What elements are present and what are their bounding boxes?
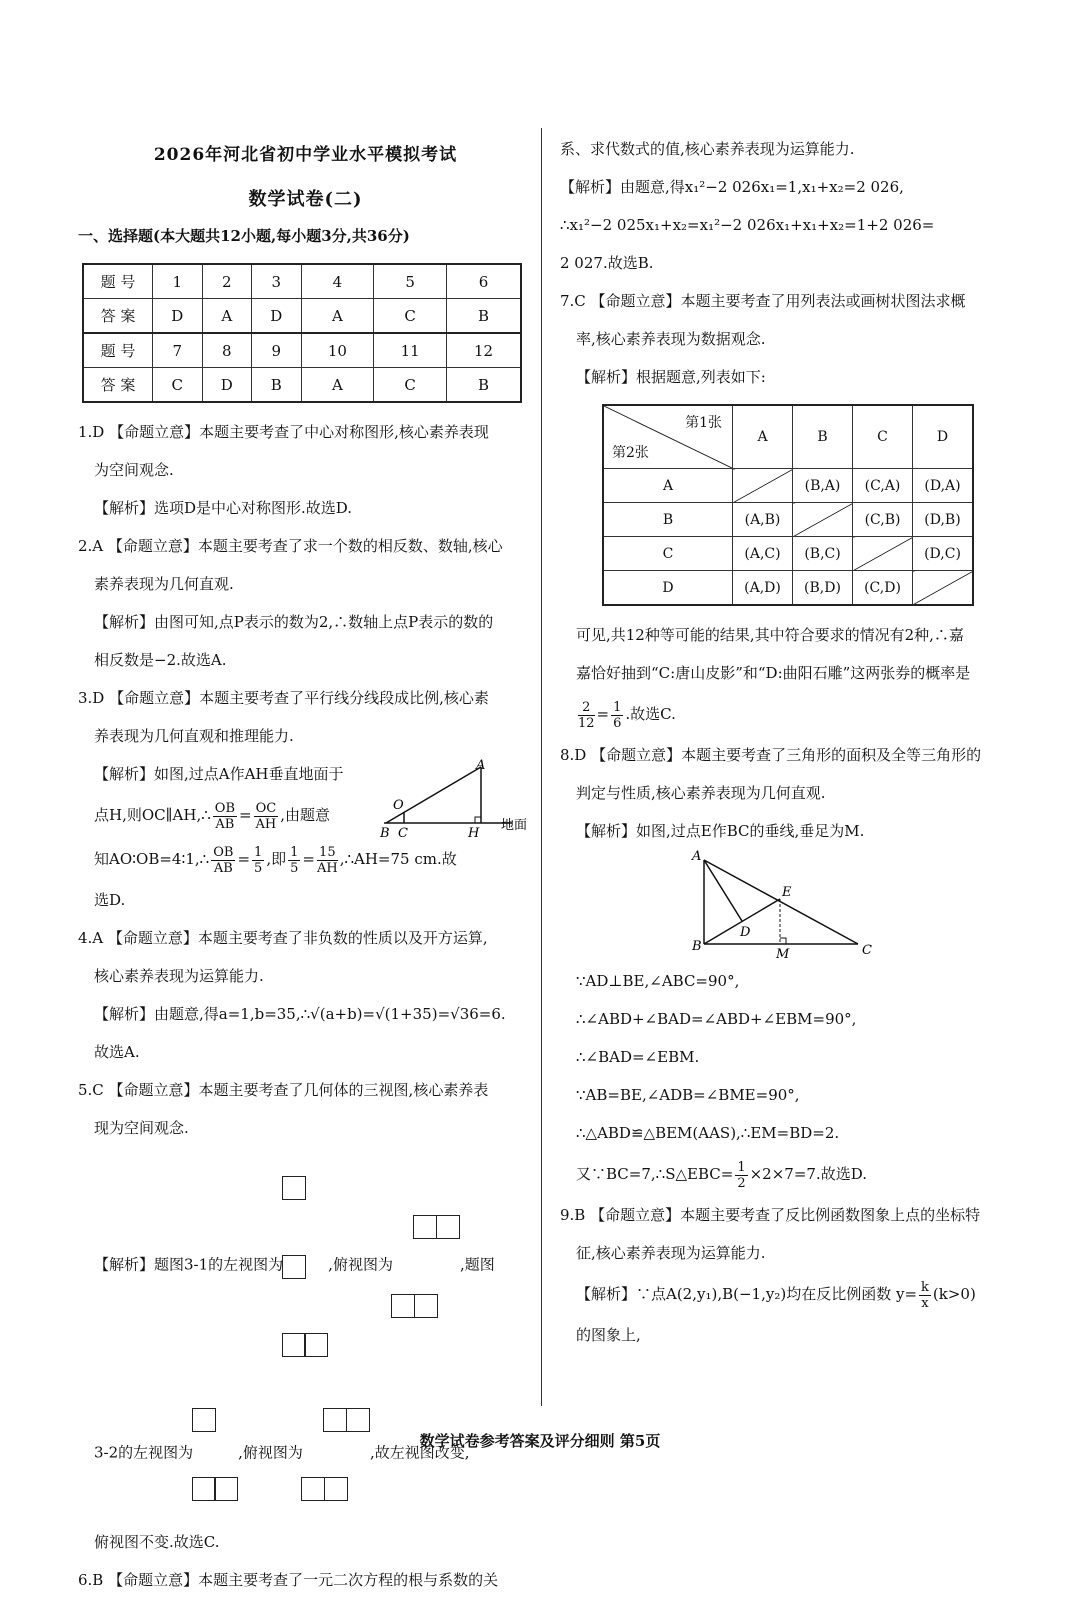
table-cell: 10 bbox=[301, 333, 374, 368]
view-square bbox=[192, 1408, 216, 1432]
frac-num: 1 bbox=[613, 699, 622, 715]
view-square bbox=[323, 1408, 347, 1432]
fraction bbox=[211, 845, 235, 876]
q1-solution: 【解析】选项D是中心对称图形.故选D. bbox=[94, 499, 353, 517]
fig-label: A bbox=[476, 759, 486, 773]
frac-num: k bbox=[921, 1279, 929, 1295]
table-cell: 3 bbox=[252, 264, 302, 299]
fraction bbox=[254, 801, 279, 832]
view-square bbox=[214, 1477, 238, 1501]
view-square bbox=[304, 1333, 328, 1357]
q8-step: ∴∠BAD=∠EBM. bbox=[576, 1048, 700, 1066]
q3-text: 知AO∶OB=4∶1,∴ bbox=[94, 850, 210, 868]
q1-line: 为空间观念. bbox=[94, 461, 174, 479]
table-cell: B bbox=[447, 299, 521, 334]
q5-line: 现为空间观念. bbox=[94, 1119, 189, 1137]
q3-line: 养表现为几何直观和推理能力. bbox=[94, 727, 294, 745]
frac-den: 5 bbox=[254, 860, 263, 876]
top-view-figure-2 bbox=[303, 1384, 370, 1523]
top-view-figure-1 bbox=[393, 1186, 460, 1345]
frac-den: AH bbox=[255, 816, 277, 832]
row-header: D bbox=[603, 571, 733, 606]
q9-line: 9.B 【命题立意】本题主要考查了反比例函数图象上点的坐标特 bbox=[560, 1206, 981, 1224]
fig-label: B bbox=[692, 939, 702, 954]
fraction bbox=[919, 1280, 931, 1311]
table-row bbox=[603, 537, 973, 571]
q4-solution: 【解析】由题意,得a=1,b=35,∴√(a+b)=√(1+35)=√36=6. bbox=[94, 1005, 506, 1023]
fig-label: 地面 bbox=[501, 818, 528, 833]
q7-solution: 【解析】根据题意,列表如下: bbox=[576, 368, 766, 386]
fig-label: M bbox=[776, 947, 790, 960]
exam-title: 2026年河北省初中学业水平模拟考试 bbox=[153, 145, 458, 165]
probability-table bbox=[602, 404, 974, 606]
q3-text: ,由题意 bbox=[280, 806, 330, 824]
view-square bbox=[192, 1477, 216, 1501]
left-view-figure-1 bbox=[283, 1147, 328, 1384]
q9-text: (k>0) bbox=[932, 1285, 976, 1303]
fig-label: D bbox=[740, 925, 751, 940]
right-column bbox=[560, 130, 1005, 1354]
q6-solution: 【解析】由题意,得x₁²−2 026x₁=1,x₁+x₂=2 026, bbox=[560, 178, 904, 196]
q7-solution: 嘉恰好抽到“C:唐山皮影”和“D:曲阳石雕”这两张券的概率是 bbox=[576, 664, 971, 682]
table-cell: 4 bbox=[301, 264, 374, 299]
q5-text: 3-2的左视图为 bbox=[94, 1443, 194, 1462]
q6-solution: ∴x₁²−2 025x₁+x₂=x₁²−2 026x₁+x₁+x₂=1+2 026= bbox=[560, 216, 935, 234]
frac-den: 5 bbox=[290, 860, 299, 876]
q9-solution bbox=[560, 1272, 1005, 1316]
q6-solution: 2 027.故选B. bbox=[560, 254, 654, 272]
table-cell: D bbox=[252, 299, 302, 334]
table-cell-empty bbox=[853, 537, 913, 571]
q3-text: = bbox=[237, 850, 251, 868]
row-header: B bbox=[603, 503, 733, 537]
view-square bbox=[414, 1294, 438, 1318]
column-header: D bbox=[913, 405, 974, 469]
table-cell: (C,B) bbox=[853, 503, 913, 537]
fig-label: O bbox=[393, 798, 404, 813]
table-cell: 7 bbox=[153, 333, 203, 368]
frac-num: 15 bbox=[317, 845, 338, 861]
table-cell: 1 bbox=[153, 264, 203, 299]
table-row bbox=[603, 571, 973, 606]
view-square bbox=[413, 1215, 437, 1239]
frac-den: 2 bbox=[737, 1175, 746, 1191]
table-cell: (B,C) bbox=[793, 537, 853, 571]
row-label: 题 号 bbox=[83, 264, 153, 299]
table-cell: D bbox=[153, 299, 203, 334]
frac-num: 2 bbox=[578, 700, 595, 716]
fraction bbox=[317, 845, 338, 876]
q3-text: = bbox=[302, 850, 315, 868]
row-header: A bbox=[603, 469, 733, 503]
table-cell: A bbox=[202, 299, 252, 334]
table-cell: A bbox=[301, 368, 374, 403]
table-cell: (C,D) bbox=[853, 571, 913, 606]
q7-solution: 可见,共12种等可能的结果,其中符合要求的情况有2种,∴嘉 bbox=[576, 626, 964, 644]
q1-line: 1.D 【命题立意】本题主要考查了中心对称图形,核心素养表现 bbox=[78, 423, 489, 441]
view-square bbox=[282, 1176, 306, 1200]
table-row bbox=[83, 333, 521, 368]
answer-key-table bbox=[82, 263, 522, 403]
fig-label: C bbox=[398, 826, 408, 839]
table-row bbox=[603, 469, 973, 503]
exam-subtitle: 数学试卷(二) bbox=[248, 189, 363, 210]
corner-header bbox=[603, 405, 733, 469]
fraction bbox=[213, 801, 237, 832]
q8-text: ×2×7=7.故选D. bbox=[749, 1165, 867, 1183]
table-cell: D bbox=[202, 368, 252, 403]
q8-step: ∵AB=BE,∠ADB=∠BME=90°, bbox=[576, 1086, 800, 1104]
table-cell: (A,D) bbox=[733, 571, 793, 606]
table-cell: 8 bbox=[202, 333, 252, 368]
table-cell: 11 bbox=[374, 333, 447, 368]
q3-text: = bbox=[239, 806, 252, 824]
table-cell: (D,B) bbox=[913, 503, 974, 537]
q9-line: 征,核心素养表现为运算能力. bbox=[576, 1244, 766, 1262]
q8-step: ∴∠ABD+∠BAD=∠ABD+∠EBM=90°, bbox=[576, 1010, 857, 1028]
view-square bbox=[346, 1408, 370, 1432]
view-square bbox=[301, 1477, 325, 1501]
view-square bbox=[282, 1333, 306, 1357]
table-cell: (C,A) bbox=[853, 469, 913, 503]
frac-den: AH bbox=[316, 860, 338, 876]
q8-line: 判定与性质,核心素养表现为几何直观. bbox=[576, 784, 826, 802]
column-header: B bbox=[793, 405, 853, 469]
table-cell: 6 bbox=[447, 264, 521, 299]
q2-solution: 【解析】由图可知,点P表示的数为2,∴数轴上点P表示的数的 bbox=[94, 613, 494, 631]
column-header: A bbox=[733, 405, 793, 469]
fraction bbox=[611, 700, 623, 731]
table-cell-empty bbox=[793, 503, 853, 537]
corner-bottom-label: 第2张 bbox=[612, 445, 649, 461]
table-cell: (B,D) bbox=[793, 571, 853, 606]
q9-solution: 的图象上, bbox=[576, 1326, 641, 1344]
q7-line: 7.C 【命题立意】本题主要考查了用列表法或画树状图法求概 bbox=[560, 292, 966, 310]
view-square bbox=[282, 1255, 306, 1279]
q7-solution bbox=[560, 692, 1005, 736]
q3-solution bbox=[78, 837, 533, 881]
fraction bbox=[288, 845, 300, 876]
left-column bbox=[78, 130, 533, 1599]
table-row bbox=[83, 368, 521, 403]
fraction bbox=[735, 1160, 747, 1191]
table-cell: 5 bbox=[374, 264, 447, 299]
q8-line: 8.D 【命题立意】本题主要考查了三角形的面积及全等三角形的 bbox=[560, 746, 982, 764]
table-cell-empty bbox=[913, 571, 974, 606]
frac-den: AB bbox=[215, 816, 235, 832]
table-row bbox=[83, 299, 521, 334]
q9-text: 【解析】∵点A(2,y₁),B(−1,y₂)均在反比例函数 y= bbox=[576, 1285, 918, 1303]
table-cell: A bbox=[301, 299, 374, 334]
frac-den: x bbox=[921, 1295, 929, 1311]
q3-line: 3.D 【命题立意】本题主要考查了平行线分线段成比例,核心素 bbox=[78, 689, 489, 707]
q3-solution-block bbox=[78, 755, 533, 837]
frac-num: 1 bbox=[290, 844, 299, 860]
frac-den: AB bbox=[213, 860, 233, 876]
q5-text: ,故左视图改变, bbox=[369, 1443, 470, 1462]
q3-text: 点H,则OC∥AH,∴ bbox=[94, 806, 211, 824]
frac-num: OB bbox=[213, 844, 234, 860]
corner-top-label: 第1张 bbox=[685, 415, 722, 431]
q8-step: ∴△ABD≌△BEM(AAS),∴EM=BD=2. bbox=[576, 1124, 840, 1142]
q2-line: 素养表现为几何直观. bbox=[94, 575, 234, 593]
frac-num: 1 bbox=[254, 844, 263, 860]
fig-label: B bbox=[380, 826, 390, 839]
q2-solution: 相反数是−2.故选A. bbox=[94, 651, 227, 669]
q5-text: 【解析】题图3-1的左视图为 bbox=[94, 1255, 284, 1274]
table-cell: (D,A) bbox=[913, 469, 974, 503]
q7-text: .故选C. bbox=[625, 705, 676, 723]
q4-line: 4.A 【命题立意】本题主要考查了非负数的性质以及开方运算, bbox=[78, 929, 488, 947]
q4-line: 核心素养表现为运算能力. bbox=[94, 967, 264, 985]
q6-line: 系、求代数式的值,核心素养表现为运算能力. bbox=[560, 140, 855, 158]
view-square bbox=[324, 1477, 348, 1501]
q8-step bbox=[560, 1152, 1005, 1196]
q5-text: ,题图 bbox=[459, 1255, 495, 1274]
frac-num: 1 bbox=[737, 1159, 746, 1175]
table-cell: 12 bbox=[447, 333, 521, 368]
frac-den: 6 bbox=[613, 715, 622, 731]
table-cell: C bbox=[374, 299, 447, 334]
table-cell: B bbox=[252, 368, 302, 403]
row-header: C bbox=[603, 537, 733, 571]
fig-label: H bbox=[468, 826, 480, 839]
fig-label: C bbox=[862, 943, 872, 958]
column-header: C bbox=[853, 405, 913, 469]
q8-text: 又∵BC=7,∴S△EBC= bbox=[576, 1165, 734, 1183]
column-divider bbox=[541, 128, 542, 1406]
q7-text: = bbox=[596, 705, 610, 723]
table-cell: C bbox=[153, 368, 203, 403]
q5-line: 5.C 【命题立意】本题主要考查了几何体的三视图,核心素养表 bbox=[78, 1081, 489, 1099]
row-label: 答 案 bbox=[83, 368, 153, 403]
q3-text: ,∴AH=75 cm.故 bbox=[339, 850, 457, 868]
q3-solution: 选D. bbox=[94, 891, 126, 909]
row-label: 题 号 bbox=[83, 333, 153, 368]
section-heading: 一、选择题(本大题共12小题,每小题3分,共36分) bbox=[78, 227, 410, 245]
q2-line: 2.A 【命题立意】本题主要考查了求一个数的相反数、数轴,核心 bbox=[78, 537, 503, 555]
fraction bbox=[252, 845, 264, 876]
page-footer: 数学试卷参考答案及评分细则 第5页 bbox=[419, 1432, 661, 1450]
table-cell: 2 bbox=[202, 264, 252, 299]
q6-line: 6.B 【命题立意】本题主要考查了一元二次方程的根与系数的关 bbox=[78, 1570, 499, 1589]
table-cell: B bbox=[447, 368, 521, 403]
table-cell: (A,C) bbox=[733, 537, 793, 571]
frac-num: OC bbox=[255, 800, 277, 816]
q3-text: ,即 bbox=[266, 850, 287, 868]
left-view-figure-2 bbox=[193, 1384, 238, 1523]
q5-text: ,俯视图为 bbox=[238, 1443, 303, 1462]
fraction bbox=[578, 700, 595, 731]
table-row bbox=[603, 405, 973, 469]
fig-label: E bbox=[782, 885, 792, 900]
q8-solution: 【解析】如图,过点E作BC的垂线,垂足为M. bbox=[576, 822, 865, 840]
q5-solution bbox=[78, 1384, 533, 1523]
q5-solution: 俯视图不变.故选C. bbox=[94, 1532, 220, 1551]
frac-num: OB bbox=[214, 800, 235, 816]
q5-text: ,俯视图为 bbox=[328, 1255, 393, 1274]
q5-solution bbox=[78, 1147, 533, 1384]
table-cell: (A,B) bbox=[733, 503, 793, 537]
table-cell: 9 bbox=[252, 333, 302, 368]
table-cell-empty bbox=[733, 469, 793, 503]
q8-figure bbox=[690, 850, 890, 960]
frac-den: 12 bbox=[578, 715, 595, 731]
table-cell: (D,C) bbox=[913, 537, 974, 571]
view-square bbox=[391, 1294, 415, 1318]
view-square bbox=[436, 1215, 460, 1239]
q4-solution: 故选A. bbox=[94, 1043, 140, 1061]
q3-solution: 【解析】如图,过点A作AH垂直地面于 bbox=[94, 765, 344, 783]
q8-step: ∵AD⊥BE,∠ABC=90°, bbox=[576, 972, 740, 990]
q3-figure bbox=[376, 759, 536, 839]
table-cell: (B,A) bbox=[793, 469, 853, 503]
table-row bbox=[603, 503, 973, 537]
table-cell: C bbox=[374, 368, 447, 403]
fig-label: A bbox=[692, 850, 702, 864]
table-row bbox=[83, 264, 521, 299]
row-label: 答 案 bbox=[83, 299, 153, 334]
q7-line: 率,核心素养表现为数据观念. bbox=[576, 330, 766, 348]
